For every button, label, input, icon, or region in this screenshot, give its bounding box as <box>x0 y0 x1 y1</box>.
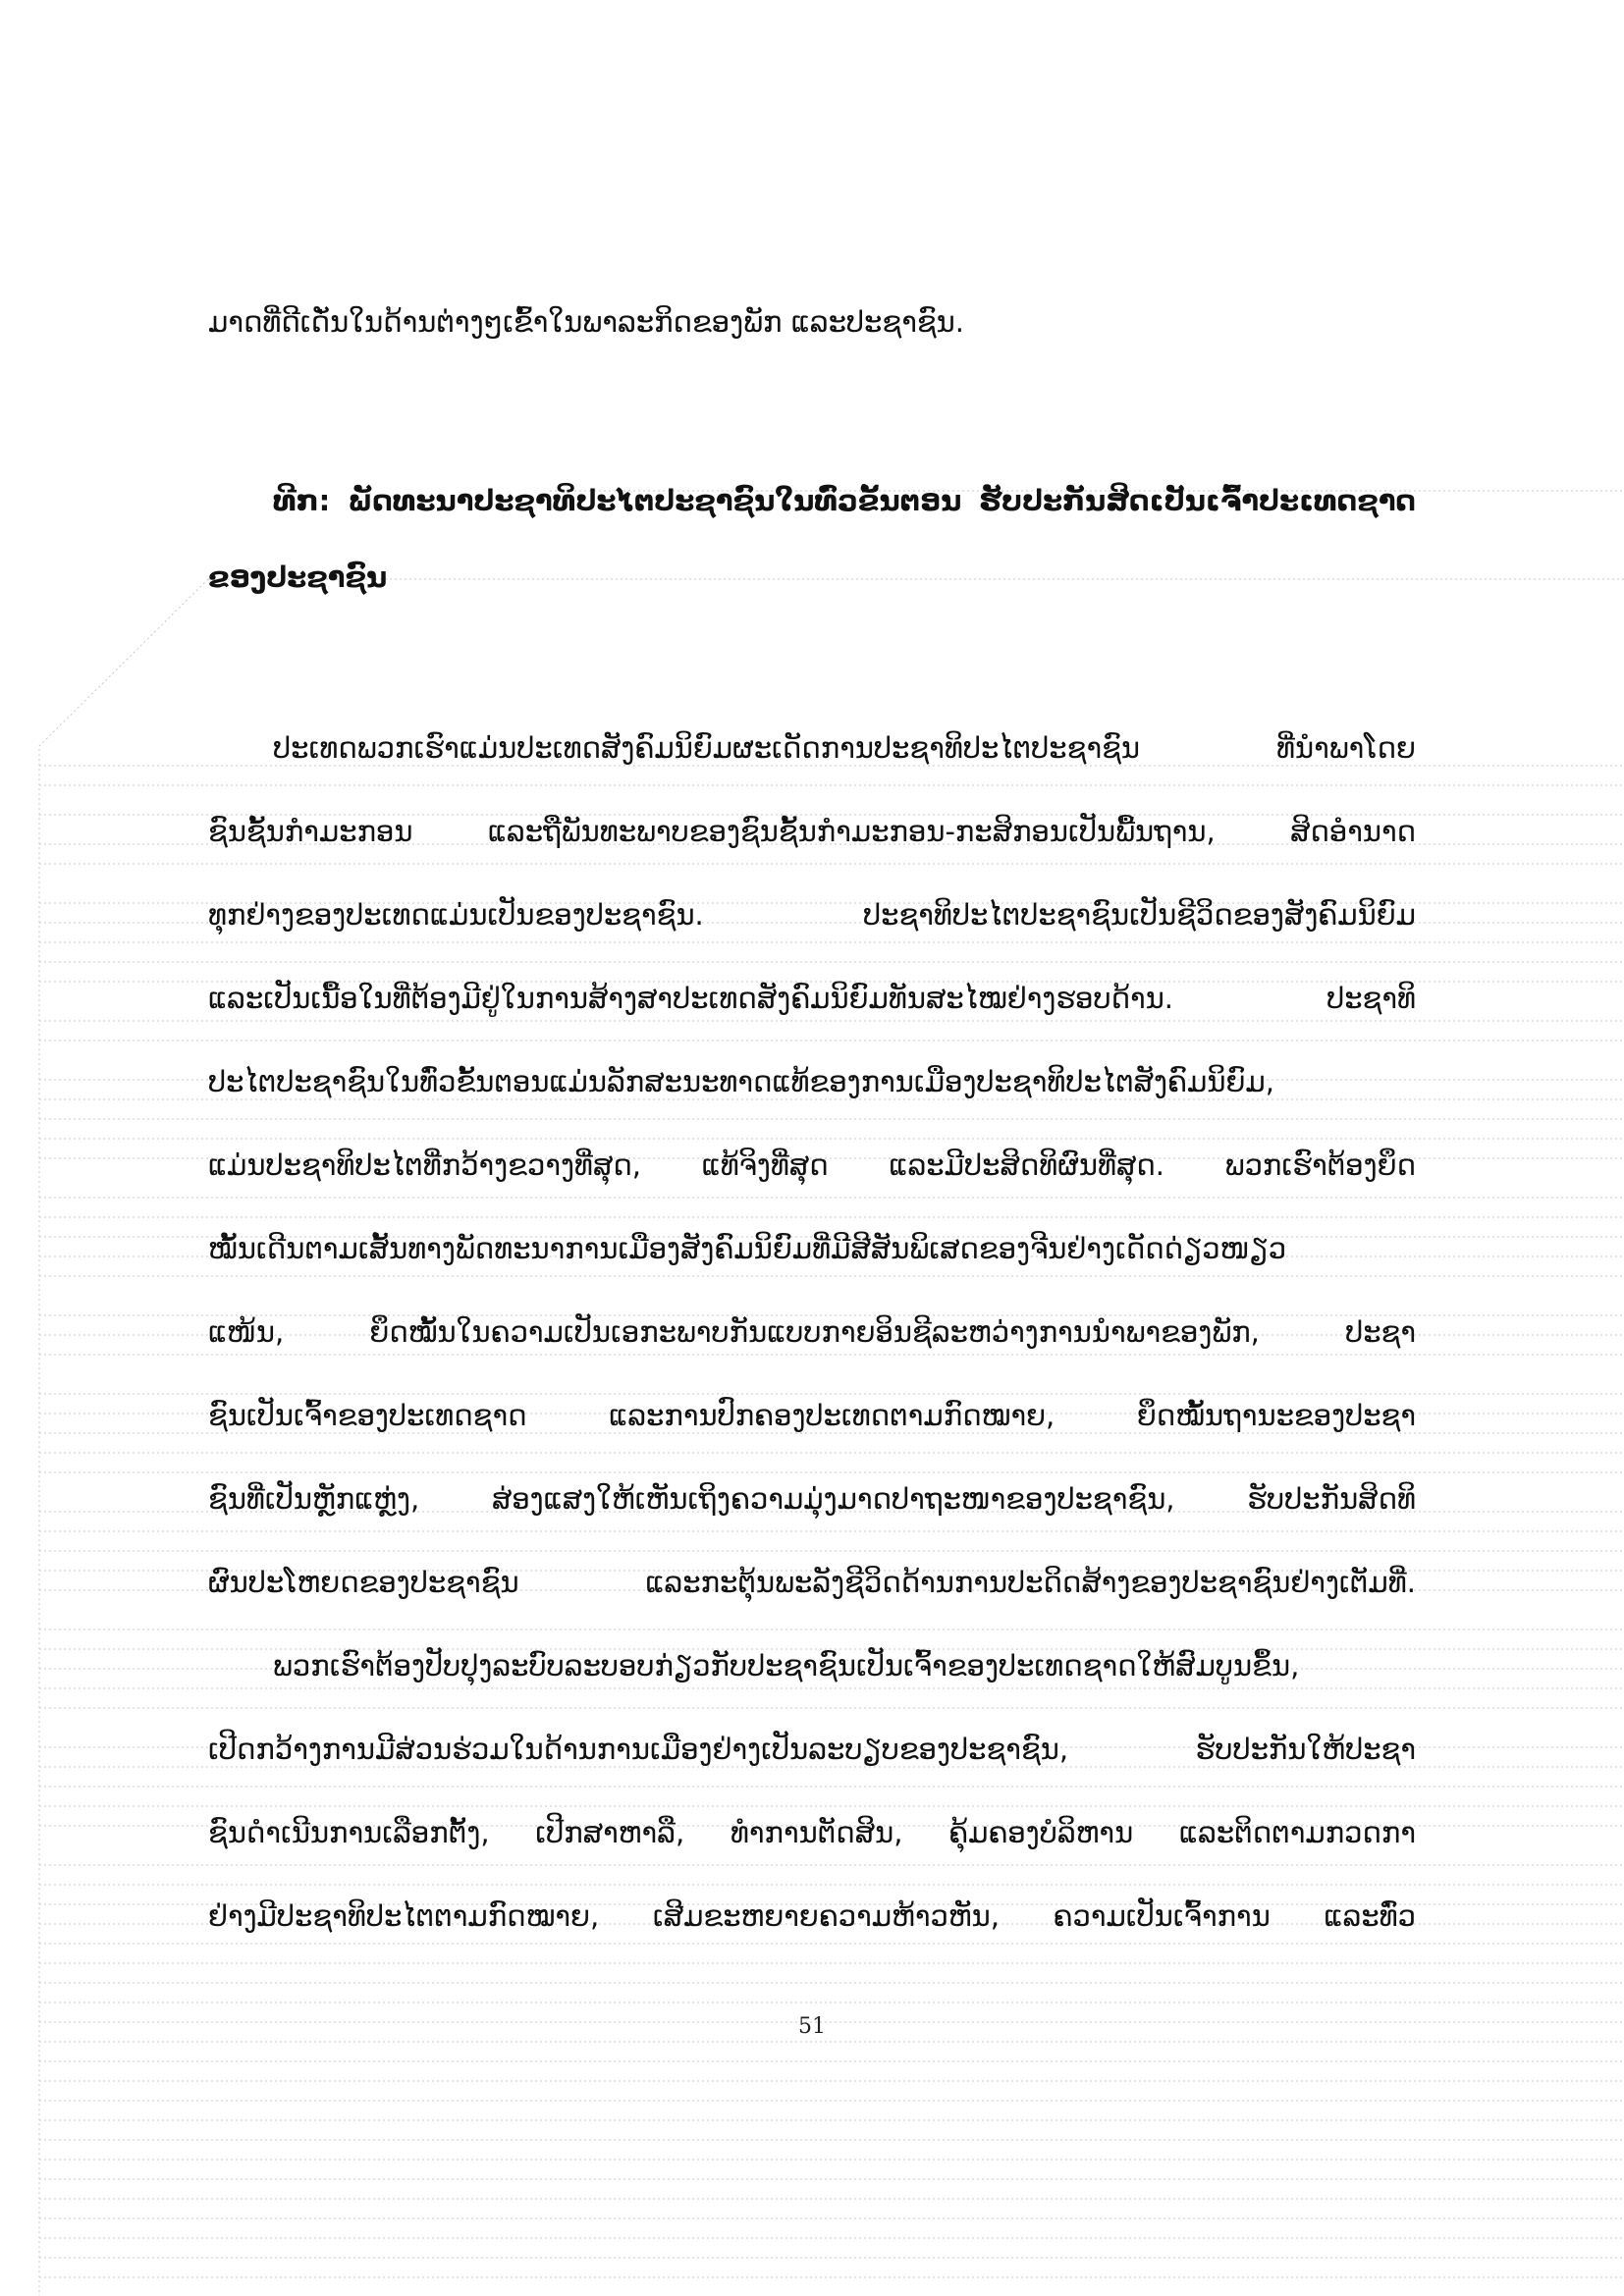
paragraph-line: ຊົນຊັ້ນກຳມະກອນ ແລະຖືພັນທະພາບຂອງຊົນຊັ້ນກຳມະກອນ-ກະສິກອນເປັນພື້ນຖານ, ສິດອຳນາດ <box>208 815 1416 848</box>
paragraph-line: ຊົນທີ່ເປັນຫຼັກແຫຼ່ງ, ສ່ອງແສງໃຫ້ເຫັນເຖິງຄວາມມຸ່ງມາດປາຖະໜາຂອງປະຊາຊົນ, ຮັບປະກັນສິດທິ <box>208 1482 1416 1516</box>
paragraph-line: ປະເທດພວກເຮົາແມ່ນປະເທດສັງຄົມນິຍົມຜະເດັດການປະຊາທິປະໄຕປະຊາຊົນ ທີ່ນຳພາໂດຍ <box>273 731 1416 765</box>
paragraph-line: ຊົນເປັນເຈົ້າຂອງປະເທດຊາດ ແລະການປົກຄອງປະເທດຕາມກົດໝາຍ, ຍຶດໝັ້ນຖານະຂອງປະຊາ <box>208 1399 1416 1432</box>
paragraph-line: ປະໄຕປະຊາຊົນໃນທົ່ວຂັ້ນຕອນແມ່ນລັກສະນະທາດແທ້ຂອງການເມືອງປະຊາທິປະໄຕສັງຄົມນິຍົມ, <box>208 1065 1274 1098</box>
paragraph-line: ແໜ້ນ, ຍຶດໝັ້ນໃນຄວາມເປັນເອກະພາບກັນແບບກາຍອິນຊີລະຫວ່າງການນຳພາຂອງພັກ, ປະຊາ <box>208 1315 1416 1349</box>
section-heading-line-1: ທີກ: ພັດທະນາປະຊາທິປະໄຕປະຊາຊົນໃນທົ່ວຂັ້ນຕອນ ຮັບປະກັນສິດເປັນເຈົ້າປະເທດຊາດ <box>273 484 1416 517</box>
paragraph-line: ເປີດກວ້າງການມີສ່ວນຮ່ວມໃນດ້ານການເມືອງຢ່າງເປັນລະບຽບຂອງປະຊາຊົນ, ຮັບປະກັນໃຫ້ປະຊາ <box>208 1733 1416 1766</box>
paragraph-line: ແລະເປັນເນື້ອໃນທີ່ຕ້ອງມີຢູ່ໃນການສ້າງສາປະເທດສັງຄົມນິຍົມທັນສະໄໝຢ່າງຮອບດ້ານ. ປະຊາທິ <box>208 982 1416 1015</box>
page-number: 51 <box>798 2014 826 2039</box>
section-heading-line-2: ຂອງປະຊາຊົນ <box>208 561 388 594</box>
paragraph-line: ຜົນປະໂຫຍດຂອງປະຊາຊົນ ແລະກະຕຸ້ນພະລັງຊີວິດດ້ານການປະດິດສ້າງຂອງປະຊາຊົນຢ່າງເຕັມທີ່. <box>208 1566 1416 1599</box>
paragraph-line: ຊົນດຳເນີນການເລືອກຕັ້ງ, ເປີກສາຫາລື, ທຳການຕັດສິນ, ຄຸ້ມຄອງບໍລິຫານ ແລະຕິດຕາມກວດກາ <box>208 1816 1416 1849</box>
paragraph-line: ໝັ້ນເດີນຕາມເສັ້ນທາງພັດທະນາການເມືອງສັງຄົມນິຍົມທີ່ມີສີສັນພິເສດຂອງຈີນຢ່າງເດັດດ່ຽວໜຽວ <box>208 1232 1287 1265</box>
intro-line: ມາດທີ່ດີເດັ່ນໃນດ້ານຕ່າງໆເຂົ້າໃນພາລະກິດຂອງພັກ ແລະປະຊາຊົນ. <box>208 305 965 339</box>
paragraph-line: ແມ່ນປະຊາທິປະໄຕທີ່ກວ້າງຂວາງທີ່ສຸດ, ແທ້ຈິງທີ່ສຸດ ແລະມີປະສິດທິຜົນທີ່ສຸດ. ພວກເຮົາຕ້ອງຍຶດ <box>208 1148 1416 1182</box>
paragraph-line: ພວກເຮົາຕ້ອງປັບປຸງລະບົບລະບອບກ່ຽວກັບປະຊາຊົນເປັນເຈົ້າຂອງປະເທດຊາດໃຫ້ສົມບູນຂຶ້ນ, <box>273 1649 1300 1682</box>
paragraph-line: ຢ່າງມີປະຊາທິປະໄຕຕາມກົດໝາຍ, ເສີມຂະຫຍາຍຄວາມຫ້າວຫັນ, ຄວາມເປັນເຈົ້າການ ແລະທົ່ວ <box>208 1899 1416 1933</box>
paragraph-line: ທຸກຢ່າງຂອງປະເທດແມ່ນເປັນຂອງປະຊາຊົນ. ປະຊາທິປະໄຕປະຊາຊົນເປັນຊີວິດຂອງສັງຄົມນິຍົມ <box>208 898 1416 932</box>
